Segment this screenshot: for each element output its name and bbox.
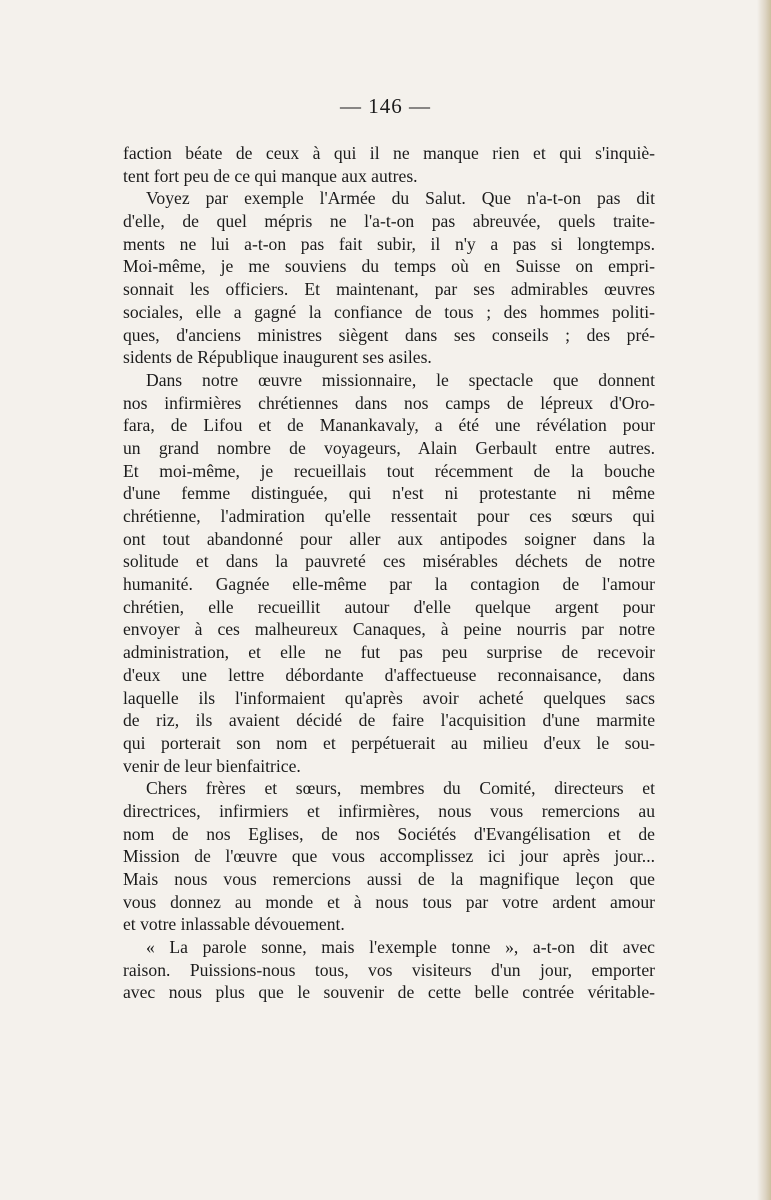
text-line: sonnait les officiers. Et maintenant, par ses admirables œuvres [123, 279, 655, 300]
page-edge [757, 0, 771, 1200]
text-line: administration, et elle ne fut pas peu surprise de recevoir [123, 642, 655, 663]
text-line: avec nous plus que le souvenir de cette belle contrée véritable- [123, 982, 655, 1003]
page-number: — 146 — [340, 94, 431, 118]
text-line: directrices, infirmiers et infirmières, nous vous remercions au [123, 800, 655, 821]
text-line: Et moi-même, je recueillais tout récemment de la bouche [123, 460, 655, 481]
text-line: et votre inlassable dévouement. [123, 914, 345, 935]
text-line: Moi-même, je me souviens du temps où en Suisse on empri- [123, 256, 655, 277]
paragraph [123, 187, 655, 369]
paragraph [123, 369, 655, 777]
text-line: tent fort peu de ce qui manque aux autres. [123, 165, 418, 186]
text-line: sidents de République inaugurent ses asiles. [123, 347, 432, 368]
text-line: sociales, elle a gagné la confiance de tous ; des hommes politi- [123, 301, 655, 322]
text-line: chrétienne, l'admiration qu'elle ressentait pour ces sœurs qui [123, 506, 655, 526]
text-line: vous donnez au monde et à nous tous par votre ardent amour [123, 891, 655, 912]
text-line: chrétien, elle recueillit autour d'elle quelque argent pour [123, 596, 655, 617]
text-line: faction béate de ceux à qui il ne manque rien et qui s'inquiè- [123, 143, 655, 163]
text-line: humanité. Gagnée elle-même par la contagion de l'amour [123, 574, 655, 595]
text-line: d'une femme distinguée, qui n'est ni protestante ni même [123, 483, 655, 504]
text-line: Dans notre œuvre missionnaire, le spectacle que donnent [146, 369, 655, 390]
text-line: de riz, ils avaient décidé de faire l'acquisition d'une marmite [123, 710, 655, 731]
text-line: fara, de Lifou et de Manankavaly, a été une révélation pour [123, 415, 655, 436]
text-line: d'eux une lettre débordante d'affectueuse reconnaisance, dans [123, 664, 655, 685]
text-line: Voyez par exemple l'Armée du Salut. Que n'a-t-on pas dit [146, 188, 655, 209]
body-text [123, 142, 655, 1004]
text-line: Mission de l'œuvre que vous accomplissez ici jour après jour... [123, 846, 655, 867]
text-line: nos infirmières chrétiennes dans nos camps de lépreux d'Oro- [123, 392, 655, 413]
text-line: Chers frères et sœurs, membres du Comité, directeurs et [146, 778, 655, 799]
text-line: qui porterait son nom et perpétuerait au milieu d'eux le sou- [123, 732, 655, 753]
text-line: d'elle, de quel mépris ne l'a-t-on pas abreuvée, quels traite- [123, 211, 655, 232]
text-line: envoyer à ces malheureux Canaques, à peine nourris par notre [123, 619, 655, 640]
text-line: Mais nous vous remercions aussi de la magnifique leçon que [123, 869, 655, 889]
text-line: ments ne lui a-t-on pas fait subir, il n'y a pas si longtemps. [123, 233, 655, 254]
text-line: ques, d'anciens ministres siègent dans ses conseils ; des pré- [123, 324, 655, 345]
text-line: « La parole sonne, mais l'exemple tonne », a-t-on dit avec [146, 937, 655, 958]
text-line: nom de nos Eglises, de nos Sociétés d'Evangélisation et de [123, 823, 655, 844]
text-line: ont tout abandonné pour aller aux antipodes soigner dans la [123, 528, 655, 549]
paragraph [123, 777, 655, 936]
paragraph [123, 142, 655, 187]
paragraph [123, 936, 655, 1004]
text-line: solitude et dans la pauvreté ces misérables déchets de notre [123, 551, 655, 572]
text-line: venir de leur bienfaitrice. [123, 755, 301, 776]
text-line: raison. Puissions-nous tous, vos visiteurs d'un jour, emporter [123, 959, 655, 980]
text-line: un grand nombre de voyageurs, Alain Gerbault entre autres. [123, 437, 655, 458]
text-line: laquelle ils l'informaient qu'après avoir acheté quelques sacs [123, 687, 655, 708]
